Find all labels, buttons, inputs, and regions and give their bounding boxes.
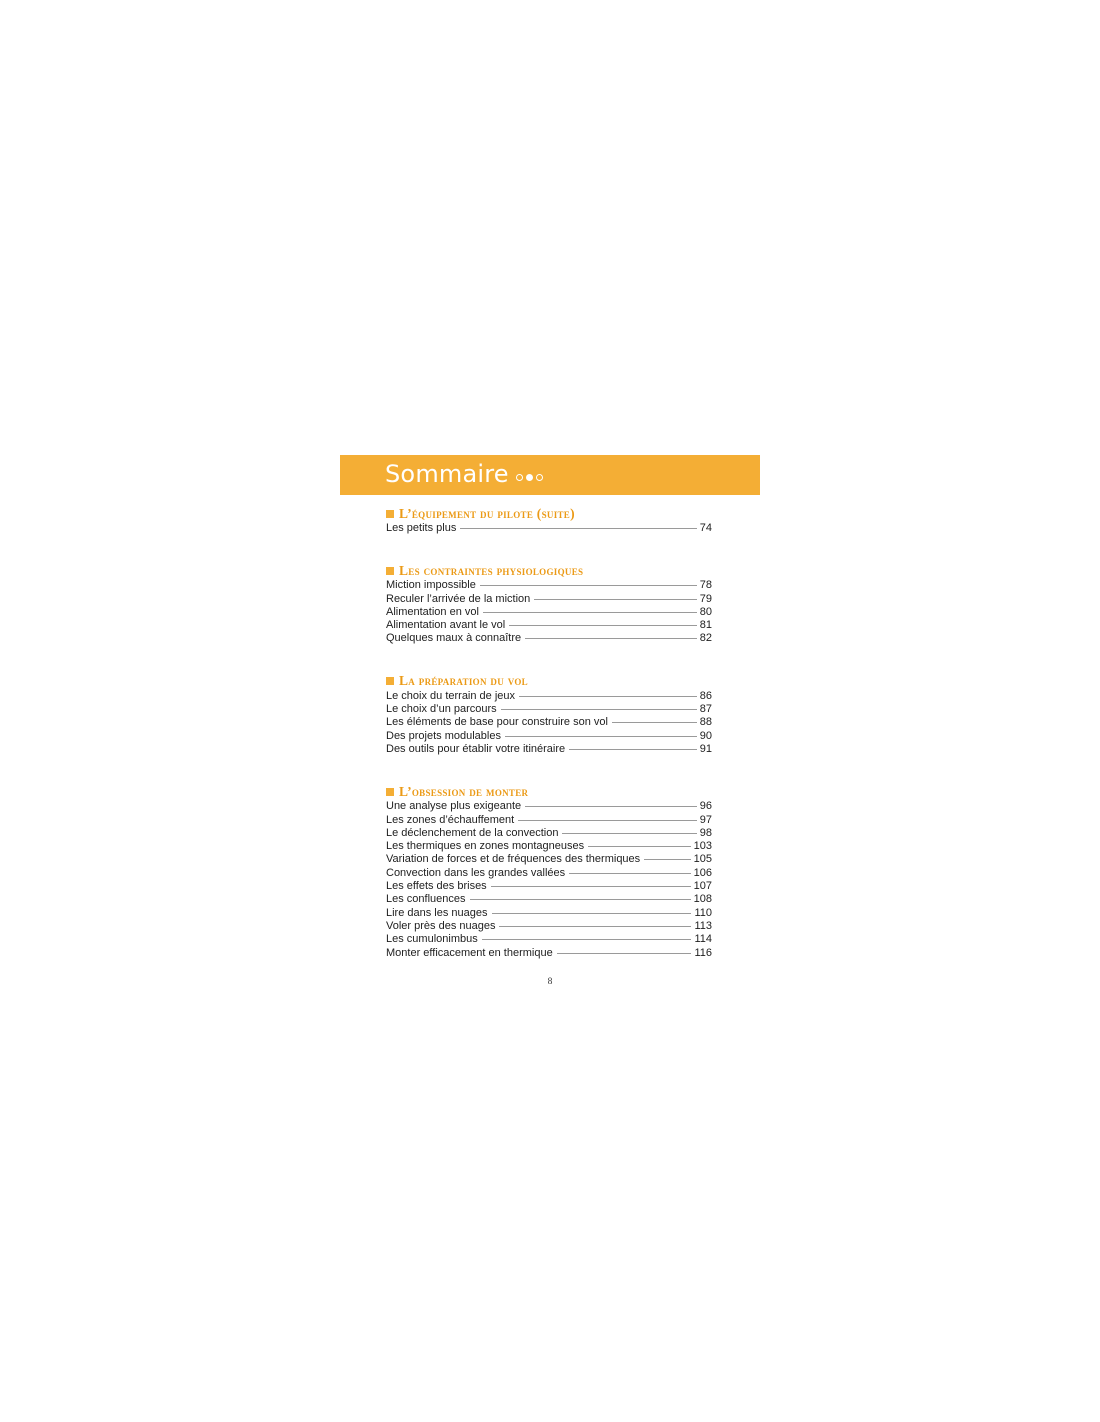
entry-label: Alimentation avant le vol [386, 619, 506, 632]
entry-page: 87 [699, 703, 712, 716]
entry-label: Miction impossible [386, 579, 476, 592]
entry-page: 107 [693, 880, 712, 893]
entry-page: 105 [693, 853, 712, 866]
section-title: La préparation du vol [399, 673, 528, 689]
toc-entry [386, 840, 712, 853]
entry-label: Monter efficacement en thermique [386, 946, 553, 959]
entry-label: Des outils pour établir votre itinéraire [386, 742, 566, 755]
toc-entry [386, 703, 712, 716]
entry-page: 98 [699, 826, 712, 839]
leader-line [525, 638, 697, 639]
toc-entry [386, 853, 712, 866]
entry-label: Alimentation en vol [386, 605, 479, 618]
leader-line [518, 820, 697, 821]
leader-line [569, 873, 690, 874]
entry-page: 106 [693, 866, 712, 879]
entry-page: 82 [699, 632, 712, 645]
toc-entry [386, 933, 712, 946]
toc-entry [386, 690, 712, 703]
toc-entry [386, 579, 712, 592]
entry-label: Une analyse plus exigeante [386, 800, 522, 813]
toc-entry [386, 947, 712, 960]
entry-label: Des projets modulables [386, 729, 501, 742]
dot-empty-icon [536, 474, 543, 481]
entry-page: 81 [699, 619, 712, 632]
entry-label: Les cumulonimbus [386, 933, 478, 946]
toc-entry [386, 907, 712, 920]
toc-entry [386, 814, 712, 827]
leader-line [483, 612, 697, 613]
leader-line [480, 585, 697, 586]
entry-page: 86 [699, 689, 712, 702]
entry-page: 96 [699, 800, 712, 813]
toc-entry [386, 827, 712, 840]
entry-page: 116 [694, 946, 712, 959]
entry-label: Convection dans les grandes vallées [386, 866, 566, 879]
toc-section [386, 784, 712, 960]
entry-page: 110 [694, 906, 712, 919]
dot-filled-icon [526, 474, 533, 481]
section-indicator-dots [516, 472, 543, 482]
entry-page: 91 [699, 742, 712, 755]
toc-entry [386, 593, 712, 606]
leader-line [557, 953, 692, 954]
section-heading [386, 784, 712, 799]
entry-page: 90 [699, 729, 712, 742]
dot-empty-icon [516, 474, 523, 481]
toc-section [386, 506, 712, 535]
section-title: L’obsession de monter [399, 783, 529, 799]
leader-line [534, 599, 696, 600]
toc-entry [386, 867, 712, 880]
entry-page: 74 [699, 522, 712, 534]
toc-entry [386, 743, 712, 756]
entry-page: 79 [699, 592, 712, 605]
toc-entry [386, 632, 712, 645]
page-number: 8 [547, 977, 553, 987]
entry-page: 108 [693, 893, 712, 906]
entry-label: Les petits plus [386, 522, 457, 534]
toc-entry [386, 619, 712, 632]
entry-label: Le choix du terrain de jeux [386, 689, 516, 702]
section-heading [386, 506, 712, 521]
entry-label: Le déclenchement de la convection [386, 826, 559, 839]
entry-page: 88 [699, 716, 712, 729]
table-of-contents [386, 506, 712, 960]
entry-page: 80 [699, 605, 712, 618]
leader-line [612, 722, 697, 723]
toc-entry [386, 893, 712, 906]
entry-label: Voler près des nuages [386, 919, 496, 932]
leader-line [501, 709, 697, 710]
entry-label: Reculer l’arrivée de la miction [386, 592, 531, 605]
page-title: Sommaire [385, 460, 509, 488]
leader-line [644, 859, 690, 860]
leader-line [509, 625, 697, 626]
toc-entry [386, 716, 712, 729]
entry-label: Les éléments de base pour construire son vol [386, 716, 608, 729]
toc-entry [386, 606, 712, 619]
toc-entry [386, 730, 712, 743]
leader-line [482, 939, 692, 940]
header-band [340, 455, 760, 495]
leader-line [499, 926, 691, 927]
square-bullet-icon [386, 567, 394, 575]
entry-label: Les thermiques en zones montagneuses [386, 840, 585, 853]
entry-label: Les effets des brises [386, 880, 487, 893]
leader-line [525, 806, 697, 807]
section-title: L’équipement du pilote (suite) [399, 505, 575, 521]
entry-label: Variation de forces et de fréquences des thermiques [386, 853, 641, 866]
entry-label: Quelques maux à connaître [386, 632, 522, 645]
entry-label: Lire dans les nuages [386, 906, 488, 919]
toc-section [386, 674, 712, 756]
toc-entry [386, 800, 712, 813]
section-heading [386, 563, 712, 578]
toc-entry [386, 522, 712, 535]
toc-entry [386, 880, 712, 893]
entry-page: 103 [693, 840, 712, 853]
entry-label: Les zones d’échauffement [386, 813, 515, 826]
entry-label: Le choix d’un parcours [386, 703, 497, 716]
square-bullet-icon [386, 788, 394, 796]
entry-page: 113 [694, 919, 712, 932]
toc-entry [386, 920, 712, 933]
leader-line [491, 886, 691, 887]
leader-line [569, 749, 697, 750]
toc-section [386, 563, 712, 645]
entry-page: 78 [699, 579, 712, 592]
leader-line [505, 736, 697, 737]
leader-line [460, 528, 696, 529]
square-bullet-icon [386, 510, 394, 518]
leader-line [470, 899, 691, 900]
entry-label: Les confluences [386, 893, 466, 906]
square-bullet-icon [386, 677, 394, 685]
entry-page: 97 [699, 813, 712, 826]
entry-page: 114 [694, 933, 712, 946]
leader-line [562, 833, 696, 834]
leader-line [588, 846, 691, 847]
section-heading [386, 674, 712, 689]
leader-line [519, 696, 697, 697]
leader-line [492, 913, 692, 914]
section-title: Les contraintes physiologiques [399, 562, 584, 578]
